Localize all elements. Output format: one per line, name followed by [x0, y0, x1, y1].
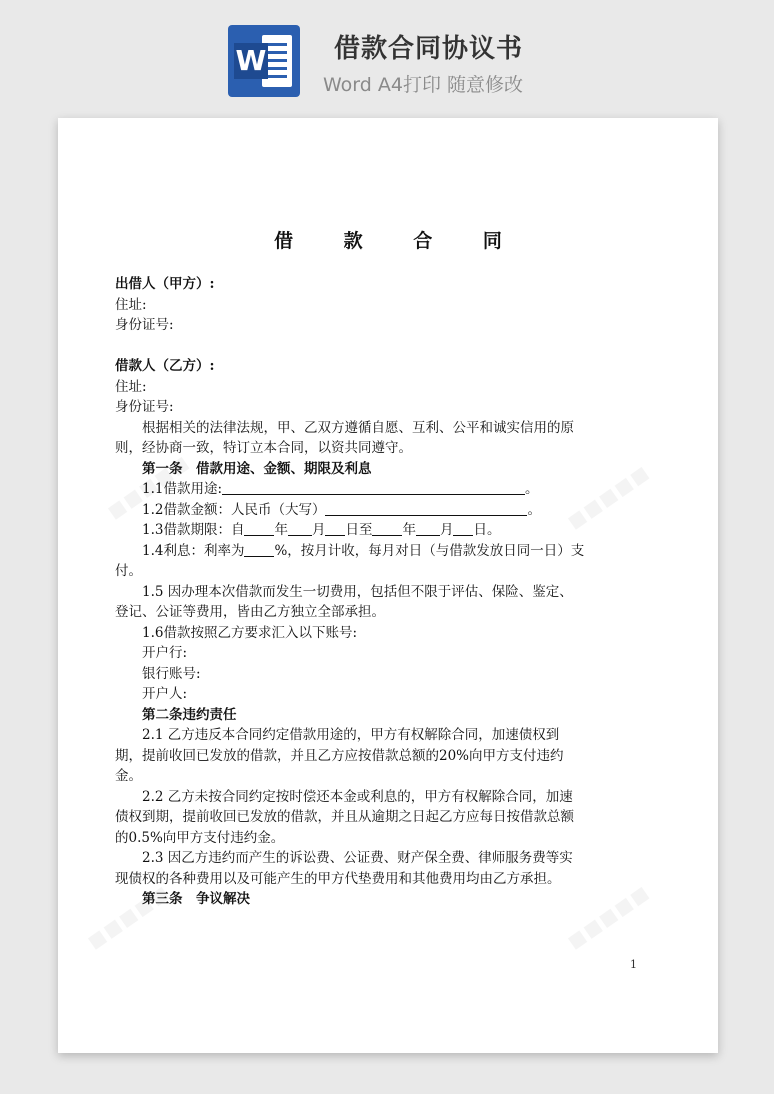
clause-1-2: 1.2借款金额：人民币（大写） 。 — [142, 501, 541, 518]
word-app-icon — [228, 25, 300, 97]
bank-account: 银行账号: — [142, 665, 201, 682]
page-number: 1 — [630, 958, 637, 971]
clause-1-1: 1.1借款用途: 。 — [142, 481, 539, 497]
clause-1-3: 1.3借款期限：自 年 月 日至 年 月 日。 — [142, 522, 501, 538]
article-3-title: 第三条 争议解决 — [142, 891, 250, 907]
bank-name: 开户行: — [142, 645, 188, 661]
clause-1-5: 1.5 因办理本次借款而发生一切费用，包括但不限于评估、保险、鉴定、登记、公证等费用，皆由乙方独立全部承担。 — [115, 583, 573, 620]
document-title: 借 款 合 同 — [274, 230, 524, 252]
clause-2-3: 2.3 因乙方违约而产生的诉讼费、公证费、财产保全费、律师服务费等实现债权的各种费用以及可能产生的甲方代垫费用和其他费用均由乙方承担。 — [115, 850, 573, 887]
document-body — [115, 274, 585, 910]
preamble: 根据相关的法律法规，甲、乙双方遵循自愿、互利、公平和诚实信用的原则，经协商一致，特订立本合同，以资共同遵守。 — [115, 419, 574, 456]
lender-id: 身份证号: — [115, 317, 174, 333]
borrower-label: 借款人（乙方）: — [115, 358, 215, 374]
clause-1-4: 1.4利息：利率为 %，按月计收，每月对日（与借款发放日同一日）支付。 — [115, 542, 585, 579]
account-holder: 开户人: — [142, 686, 188, 702]
banner — [0, 0, 774, 110]
banner-subtitle: Word A4打印 随意修改 — [323, 74, 524, 96]
clause-2-2: 2.2 乙方未按合同约定按时偿还本金或利息的，甲方有权解除合同，加速债权到期，提前收回已发放的借款，并且从逾期之日起乙方应每日按借款总额的0.5%向甲方支付违约金。 — [115, 788, 574, 846]
word-letter: W — [235, 44, 267, 77]
borrower-id: 身份证号: — [115, 399, 174, 415]
borrower-address: 住址: — [115, 378, 147, 395]
banner-title: 借款合同协议书 — [334, 34, 524, 64]
lender-label: 出借人（甲方）: — [115, 276, 215, 292]
article-2-title: 第二条违约责任 — [142, 706, 237, 723]
lender-address: 住址: — [115, 296, 147, 313]
clause-2-1: 2.1 乙方违反本合同约定借款用途的，甲方有权解除合同，加速债权到期，提前收回已发放的借款，并且乙方应按借款总额的20%向甲方支付违约金。 — [115, 727, 564, 784]
clause-1-6: 1.6借款按照乙方要求汇入以下账号: — [142, 624, 358, 641]
article-1-title: 第一条 借款用途、金额、期限及利息 — [142, 460, 372, 477]
